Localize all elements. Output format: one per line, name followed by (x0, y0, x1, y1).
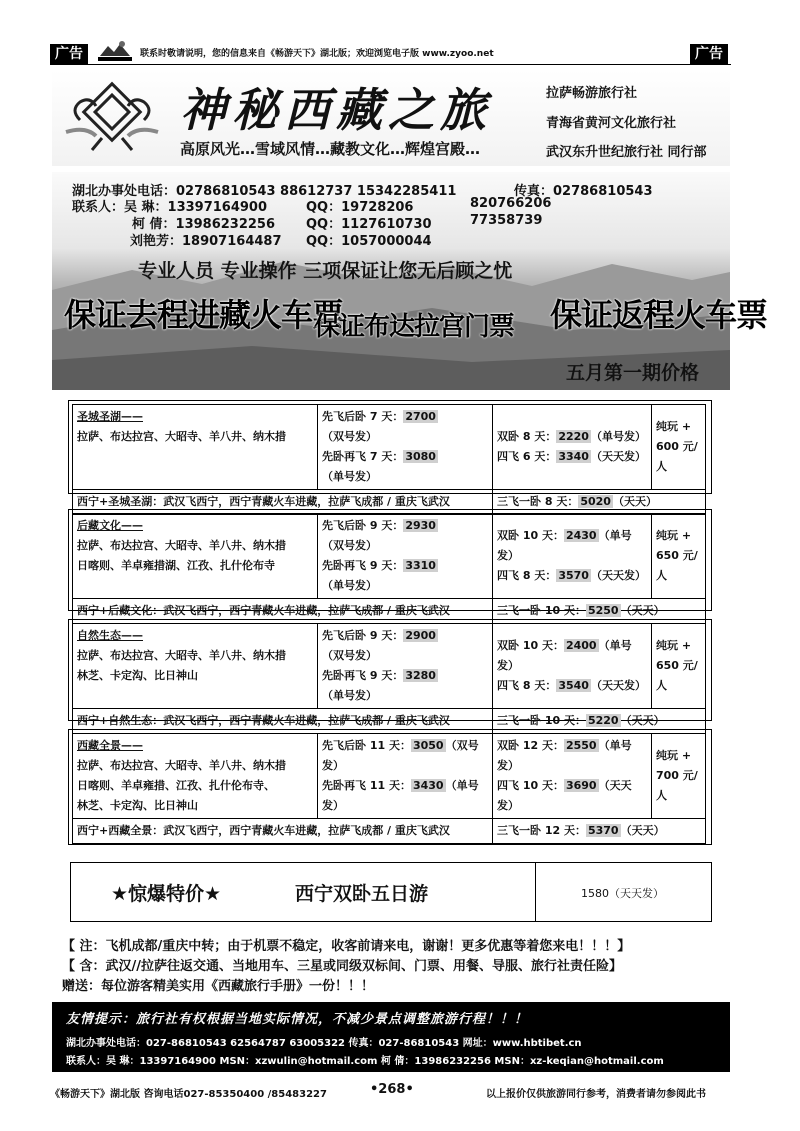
office-line: 湖北办事处电话：027-86810543 62564787 63005322 传真：027-86810543 网址：www.hbtibet.cn (66, 1038, 582, 1049)
option-b2: 四飞 10 天： 3690 （天天发） (497, 779, 632, 812)
contact-1-qq2: 820766206 (470, 196, 552, 211)
price: 3570 (558, 569, 589, 582)
subtitle: 高原风光…雪域风情…藏教文化…辉煌宫殿… (180, 140, 481, 158)
pure-play-price: 700 元/人 (656, 769, 698, 802)
contact-1-qq: QQ：19728206 (306, 200, 414, 215)
option-a2: 先卧再飞 7 天： 3080（单号发） (322, 450, 436, 483)
xining-row (73, 819, 706, 844)
contact-2: 柯 倩：13986232256 (132, 217, 276, 232)
package-desc (73, 734, 318, 819)
agency-2: 青海省黄河文化旅行社 (546, 116, 677, 131)
promo-price: 1580（天天发） (581, 887, 664, 900)
package-row (73, 514, 706, 599)
package-desc (73, 405, 318, 490)
guarantee-potala-ticket: 保证布达拉宫门票 (314, 312, 515, 342)
note-1: 【 注：飞机成都/重庆中转；由于机票不稳定，收客前请来电，谢谢！更多优惠等着您来电！！！】 (62, 939, 631, 954)
xining-desc: 西宁+圣城圣湖：武汉飞西宁，西宁青藏火车进藏，拉萨飞成都 / 重庆飞武汉 (73, 490, 493, 515)
package-train-fly (493, 624, 652, 709)
package-row (73, 734, 706, 819)
package-fly-train (318, 405, 493, 490)
endless-knot-icon (62, 80, 162, 152)
option-b2: 四飞 8 天： 3540 （天天发） (497, 679, 646, 692)
pure-play-label: 纯玩 + (656, 420, 692, 433)
guarantee-outbound-train: 保证去程进藏火车票 (64, 296, 344, 334)
package-row (73, 405, 706, 490)
page-number: •268• (370, 1082, 414, 1097)
fax: 传真：02786810543 (514, 184, 653, 199)
package-name: 西藏全景—— (77, 739, 143, 752)
option-a1: 先飞后卧 9 天： 2900（双号发） (322, 629, 436, 662)
price: 5220 (587, 714, 619, 727)
price: 2430 (565, 529, 597, 542)
ad-tag-left: 广告 (50, 44, 88, 64)
package-train-fly (493, 734, 652, 819)
contact-msn-line: 联系人：吴 琳：13397164900 MSN：xzwulin@hotmail.com 柯 倩：13986232256 MSN：xz-keqian@hotmail.com (66, 1056, 664, 1067)
option-a1: 先飞后卧 7 天： 2700（双号发） (322, 410, 436, 443)
package-route-line: 林芝、卡定沟、比日神山 (77, 669, 198, 682)
promo-divider (535, 863, 536, 921)
footer-right: 以上报价仅供旅游同行参考，消费者请勿参阅此书 (486, 1089, 706, 1100)
note-2: 【 含：武汉//拉萨往返交通、当地用车、三星或同级双标间、门票、用餐、导服、旅行社责任险】 (62, 959, 623, 974)
price: 3540 (558, 679, 589, 692)
contact-3: 刘艳芳：18907164487 (130, 234, 282, 249)
option-a2: 先卧再飞 9 天： 3310（单号发） (322, 559, 436, 592)
price: 2900 (405, 629, 436, 642)
price: 2220 (558, 430, 589, 443)
pure-play-price: 650 元/人 (656, 549, 698, 582)
price-title: 五月第一期价格 (566, 362, 700, 384)
ad-tag-right: 广告 (690, 44, 728, 64)
contact-2-qq2: 77358739 (470, 213, 543, 228)
package-name: 圣城圣湖—— (77, 410, 143, 423)
tip-text: 友情提示：旅行社有权根据当地实际情况，不减少景点调整旅游行程！！！ (66, 1012, 529, 1027)
footer-black-bar (52, 1002, 730, 1072)
pure-play-label: 纯玩 + (656, 529, 692, 542)
package-table (72, 623, 706, 734)
package-table (72, 513, 706, 624)
price: 5370 (587, 824, 619, 837)
package-pure-play (652, 624, 706, 709)
header-text: 联系时敬请说明，您的信息来自《畅游天下》湖北版；欢迎浏览电子版 www.zyoo.net (140, 49, 494, 59)
option-a1: 先飞后卧 9 天： 2930（双号发） (322, 519, 436, 552)
xining-price: 三飞一卧 8 天： 5020 （天天） (493, 490, 706, 515)
option-a1: 先飞后卧 11 天： 3050 （双号发） (322, 739, 479, 772)
option-a2: 先卧再飞 11 天： 3430 （单号发） (322, 779, 479, 812)
option-a2: 先卧再飞 9 天： 3280（单号发） (322, 669, 436, 702)
price: 3310 (405, 559, 436, 572)
package-route-line: 日喀则、羊卓雍措湖、江孜、扎什伦布寺 (77, 559, 275, 572)
package-fly-train (318, 734, 493, 819)
price: 3430 (412, 779, 444, 792)
package-train-fly (493, 405, 652, 490)
xining-price: 三飞一卧 10 天： 5250 （天天） (493, 599, 706, 624)
price: 5020 (580, 495, 611, 508)
page-title: 神秘西藏之旅 (180, 83, 492, 137)
package-desc (73, 514, 318, 599)
pure-play-price: 650 元/人 (656, 659, 698, 692)
package-row (73, 624, 706, 709)
package-route-line: 拉萨、布达拉宫、大昭寺、羊八井、纳木措 (77, 430, 286, 443)
price: 3340 (558, 450, 589, 463)
package-pure-play (652, 405, 706, 490)
package-train-fly (493, 514, 652, 599)
price: 2400 (565, 639, 597, 652)
contact-2-qq: QQ：1127610730 (306, 217, 432, 232)
footer-left: 《畅游天下》湖北版 咨询电话027-85350400 /85483227 (50, 1089, 327, 1100)
package-pure-play (652, 514, 706, 599)
slogan: 专业人员 专业操作 三项保证让您无后顾之忧 (138, 260, 513, 282)
price: 2700 (405, 410, 436, 423)
price: 3080 (405, 450, 436, 463)
package-table (72, 404, 706, 515)
option-b1: 双卧 8 天： 2220 （单号发） (497, 430, 646, 443)
notes (62, 937, 630, 997)
note-3: 赠送：每位游客精美实用《西藏旅行手册》一份！！！ (62, 979, 375, 994)
agency-3: 武汉东升世纪旅行社 同行部 (546, 145, 707, 160)
package-route-line: 日喀则、羊卓雍措、江孜、扎什伦布寺、 (77, 779, 275, 792)
option-b1: 双卧 12 天： 2550 （单号发） (497, 739, 632, 772)
package-name: 自然生态—— (77, 629, 143, 642)
package-name: 后藏文化—— (77, 519, 143, 532)
magazine-logo-icon (96, 38, 134, 62)
guarantee-return-train: 保证返程火车票 (550, 296, 768, 334)
pure-play-label: 纯玩 + (656, 639, 692, 652)
xining-desc: 西宁+后藏文化：武汉飞西宁，西宁青藏火车进藏，拉萨飞成都 / 重庆飞武汉 (73, 599, 493, 624)
price: 2550 (565, 739, 597, 752)
promo-label: ★惊爆特价★ (111, 883, 222, 905)
package-fly-train (318, 624, 493, 709)
price: 3280 (405, 669, 436, 682)
package-route-line: 林芝、卡定沟、比日神山 (77, 799, 198, 812)
pure-play-label: 纯玩 + (656, 749, 692, 762)
contact-3-qq: QQ：1057000044 (306, 234, 432, 249)
package-desc (73, 624, 318, 709)
promo-name: 西宁双卧五日游 (295, 883, 429, 905)
contact-1: 联系人：吴 琳：13397164900 (72, 200, 268, 215)
option-b2: 四飞 6 天： 3340 （天天发） (497, 450, 646, 463)
price: 3690 (565, 779, 597, 792)
xining-price: 三飞一卧 10 天： 5220 （天天） (493, 709, 706, 734)
promo-box (70, 862, 712, 922)
xining-desc: 西宁+自然生态：武汉飞西宁，西宁青藏火车进藏，拉萨飞成都 / 重庆飞武汉 (73, 709, 493, 734)
package-table (72, 733, 706, 844)
price: 5250 (587, 604, 619, 617)
option-b2: 四飞 8 天： 3570 （天天发） (497, 569, 646, 582)
package-route-line: 拉萨、布达拉宫、大昭寺、羊八井、纳木措 (77, 759, 286, 772)
package-fly-train (318, 514, 493, 599)
xining-desc: 西宁+西藏全景：武汉飞西宁，西宁青藏火车进藏，拉萨飞成都 / 重庆飞武汉 (73, 819, 493, 844)
package-pure-play (652, 734, 706, 819)
agency-1: 拉萨畅游旅行社 (546, 86, 638, 101)
pure-play-price: 600 元/人 (656, 440, 698, 473)
phone-line: 湖北办事处电话：02786810543 88612737 15342285411 (72, 184, 457, 199)
option-b1: 双卧 10 天： 2430 （单号发） (497, 529, 632, 562)
package-route-line: 拉萨、布达拉宫、大昭寺、羊八井、纳木措 (77, 649, 286, 662)
price: 3050 (412, 739, 444, 752)
xining-price: 三飞一卧 12 天： 5370 （天天） (493, 819, 706, 844)
price: 2930 (405, 519, 436, 532)
package-route-line: 拉萨、布达拉宫、大昭寺、羊八井、纳木措 (77, 539, 286, 552)
option-b1: 双卧 10 天： 2400 （单号发） (497, 639, 632, 672)
